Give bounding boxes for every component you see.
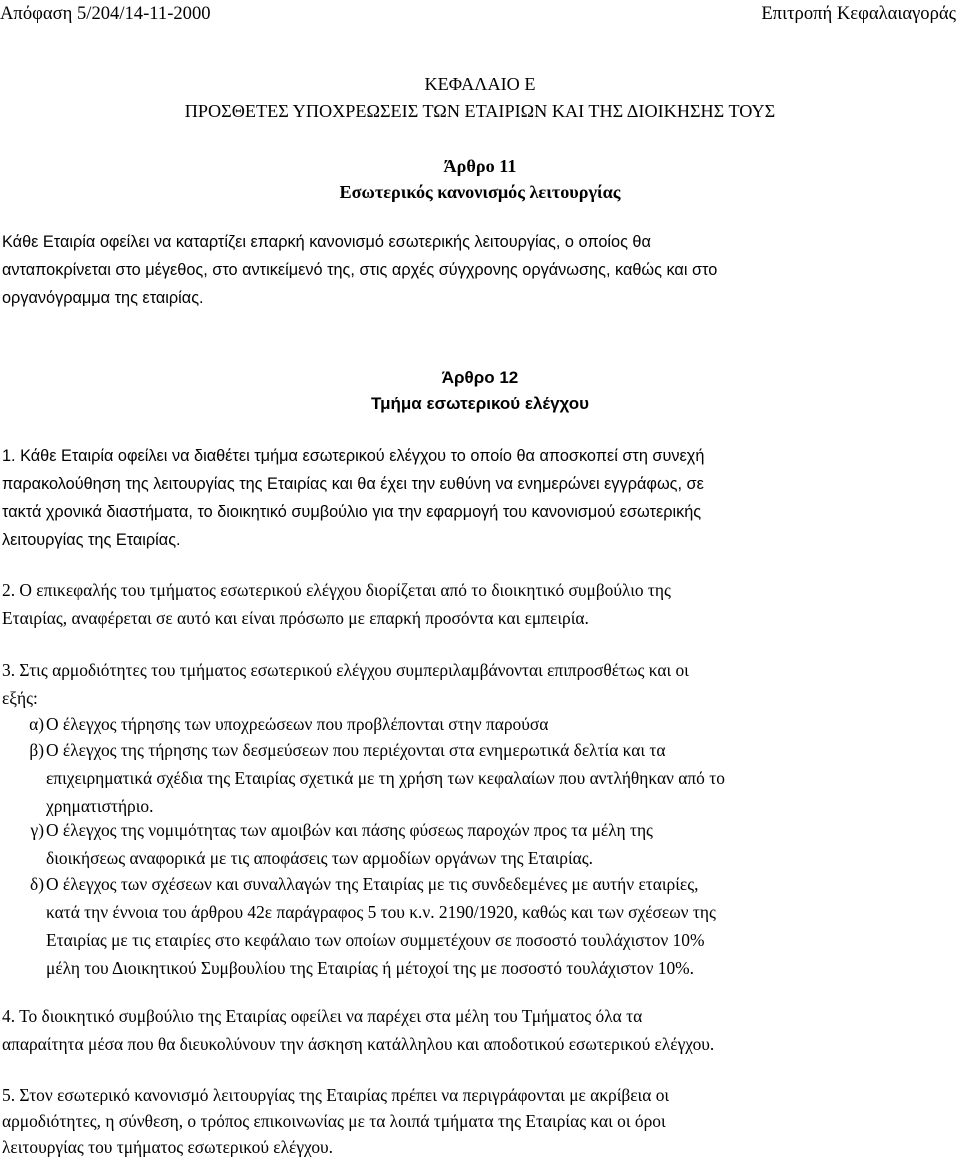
paragraph-line: 1. Κάθε Εταιρία οφείλει να διαθέτει τμήμα εσωτερικού ελέγχου το οποίο θα αποσκοπεί στη συνεχή	[2, 447, 705, 465]
paragraph-line: Κάθε Εταιρία οφείλει να καταρτίζει επαρκή κανονισμό εσωτερικής λειτουργίας, ο οποίος θα	[2, 233, 651, 251]
chapter-subtitle: ΠΡΟΣΘΕΤΕΣ ΥΠΟΧΡΕΩΣΕΙΣ ΤΩΝ ΕΤΑΙΡΙΩΝ ΚΑΙ ΤΗΣ ΔΙΟΙΚΗΣΗΣ ΤΟΥΣ	[184, 101, 776, 121]
list-item-line: διοικήσεως αναφορικά με τις αποφάσεις των αρμοδίων οργάνων της Εταιρίας.	[46, 848, 594, 868]
issuer-name: Επιτροπή Κεφαλαιαγοράς	[761, 3, 956, 24]
article-12-paragraph-1	[2, 442, 956, 554]
paragraph-line: λειτουργίας της Εταιρίας.	[2, 531, 181, 549]
paragraph-line: 5. Στον εσωτερικό κανονισμό λειτουργίας της Εταιρίας πρέπει να περιγράφονται με ακρίβεια οι	[2, 1085, 670, 1105]
article-12-number: Άρθρο 12	[441, 368, 519, 387]
article-12-title: Τμήμα εσωτερικού ελέγχου	[371, 394, 589, 413]
list-item-line: Ο έλεγχος των σχέσεων και συναλλαγών της Εταιρίας με τις συνδεδεμένες με αυτήν εταιρίες,	[46, 874, 699, 894]
list-item-line: Εταιρίας με τις εταιρίες στο κεφάλαιο των οποίων συμμετέχουν σε ποσοστό τουλάχιστον 10%	[46, 930, 705, 950]
list-item-text	[46, 736, 956, 820]
list-item-line: Ο έλεγχος της νομιμότητας των αμοιβών και πάσης φύσεως παροχών προς τα μέλη της	[46, 820, 653, 840]
list-item-text	[46, 870, 956, 982]
list-item-line: μέλη του Διοικητικού Συμβουλίου της Εταιρίας ή μέτοχοί της με ποσοστό τουλάχιστον 10%.	[46, 958, 695, 978]
paragraph-line: εξής:	[2, 688, 38, 708]
list-item-line: Ο έλεγχος της τήρησης των δεσμεύσεων που περιέχονται στα ενημερωτικά δελτία και τα	[46, 740, 666, 760]
decision-reference: Απόφαση 5/204/14-11-2000	[0, 3, 211, 24]
paragraph-line: αρμοδιότητες, η σύνθεση, ο τρόπος επικοινωνίας με τα λοιπά τμήματα της Εταιρίας και οι όροι	[2, 1111, 666, 1131]
list-item-line: κατά την έννοια του άρθρου 42ε παράγραφος 5 του κ.ν. 2190/1920, καθώς και των σχέσεων της	[46, 902, 716, 922]
list-item-label: α)	[29, 714, 44, 734]
article-12-paragraph-2	[2, 576, 956, 632]
paragraph-line: Εταιρίας, αναφέρεται σε αυτό και είναι πρόσωπο με επαρκή προσόντα και εμπειρία.	[2, 608, 589, 628]
list-item-line: Ο έλεγχος τήρησης των υποχρεώσεων που προβλέπονται στην παρούσα	[46, 714, 549, 734]
article-12-paragraph-5	[2, 1082, 956, 1160]
article-11-paragraph	[2, 228, 956, 312]
paragraph-line: 3. Στις αρμοδιότητες του τμήματος εσωτερικού ελέγχου συμπεριλαμβάνονται επιπροσθέτως και οι	[2, 660, 689, 680]
list-item-label: δ)	[30, 874, 44, 894]
list-item-text	[46, 710, 956, 738]
paragraph-line: λειτουργίας του τμήματος εσωτερικού ελέγχου.	[2, 1137, 334, 1157]
chapter-title: ΚΕΦΑΛΑΙΟ Ε	[424, 74, 536, 94]
article-11-title: Εσωτερικός κανονισμός λειτουργίας	[339, 182, 621, 202]
paragraph-line: οργανόγραμμα της εταιρίας.	[2, 289, 204, 307]
article-11-number: Άρθρο 11	[443, 156, 517, 176]
list-item-line: χρηματιστήριο.	[46, 796, 154, 816]
list-item-line: επιχειρηματικά σχέδια της Εταιρίας σχετικά με τη χρήση των κεφαλαίων που αντλήθηκαν από το	[46, 768, 725, 788]
paragraph-line: παρακολούθηση της λειτουργίας της Εταιρίας και θα έχει την ευθύνη να ενημερώνει εγγράφως, σε	[2, 475, 704, 493]
article-12-paragraph-4	[2, 1002, 956, 1058]
list-item-label: γ)	[30, 820, 44, 840]
paragraph-line: 2. Ο επικεφαλής του τμήματος εσωτερικού ελέγχου διορίζεται από το διοικητικό συμβούλιο της	[2, 580, 671, 600]
paragraph-line: απαραίτητα μέσα που θα διευκολύνουν την άσκηση κατάλληλου και αποδοτικού εσωτερικού ελέγχου.	[2, 1034, 715, 1054]
page-header	[0, 0, 956, 28]
list-item-text	[46, 816, 956, 872]
list-item-label: β)	[29, 740, 44, 760]
paragraph-line: ανταποκρίνεται στο μέγεθος, στο αντικείμενό της, στις αρχές σύγχρονης οργάνωσης, καθώς και στο	[2, 261, 718, 279]
paragraph-line: 4. Το διοικητικό συμβούλιο της Εταιρίας οφείλει να παρέχει στα μέλη του Τμήματος όλα τα	[2, 1006, 643, 1026]
paragraph-line: τακτά χρονικά διαστήματα, το διοικητικό συμβούλιο για την εφαρμογή του κανονισμού εσωτερικής	[2, 503, 702, 521]
article-12-paragraph-3	[2, 656, 956, 712]
